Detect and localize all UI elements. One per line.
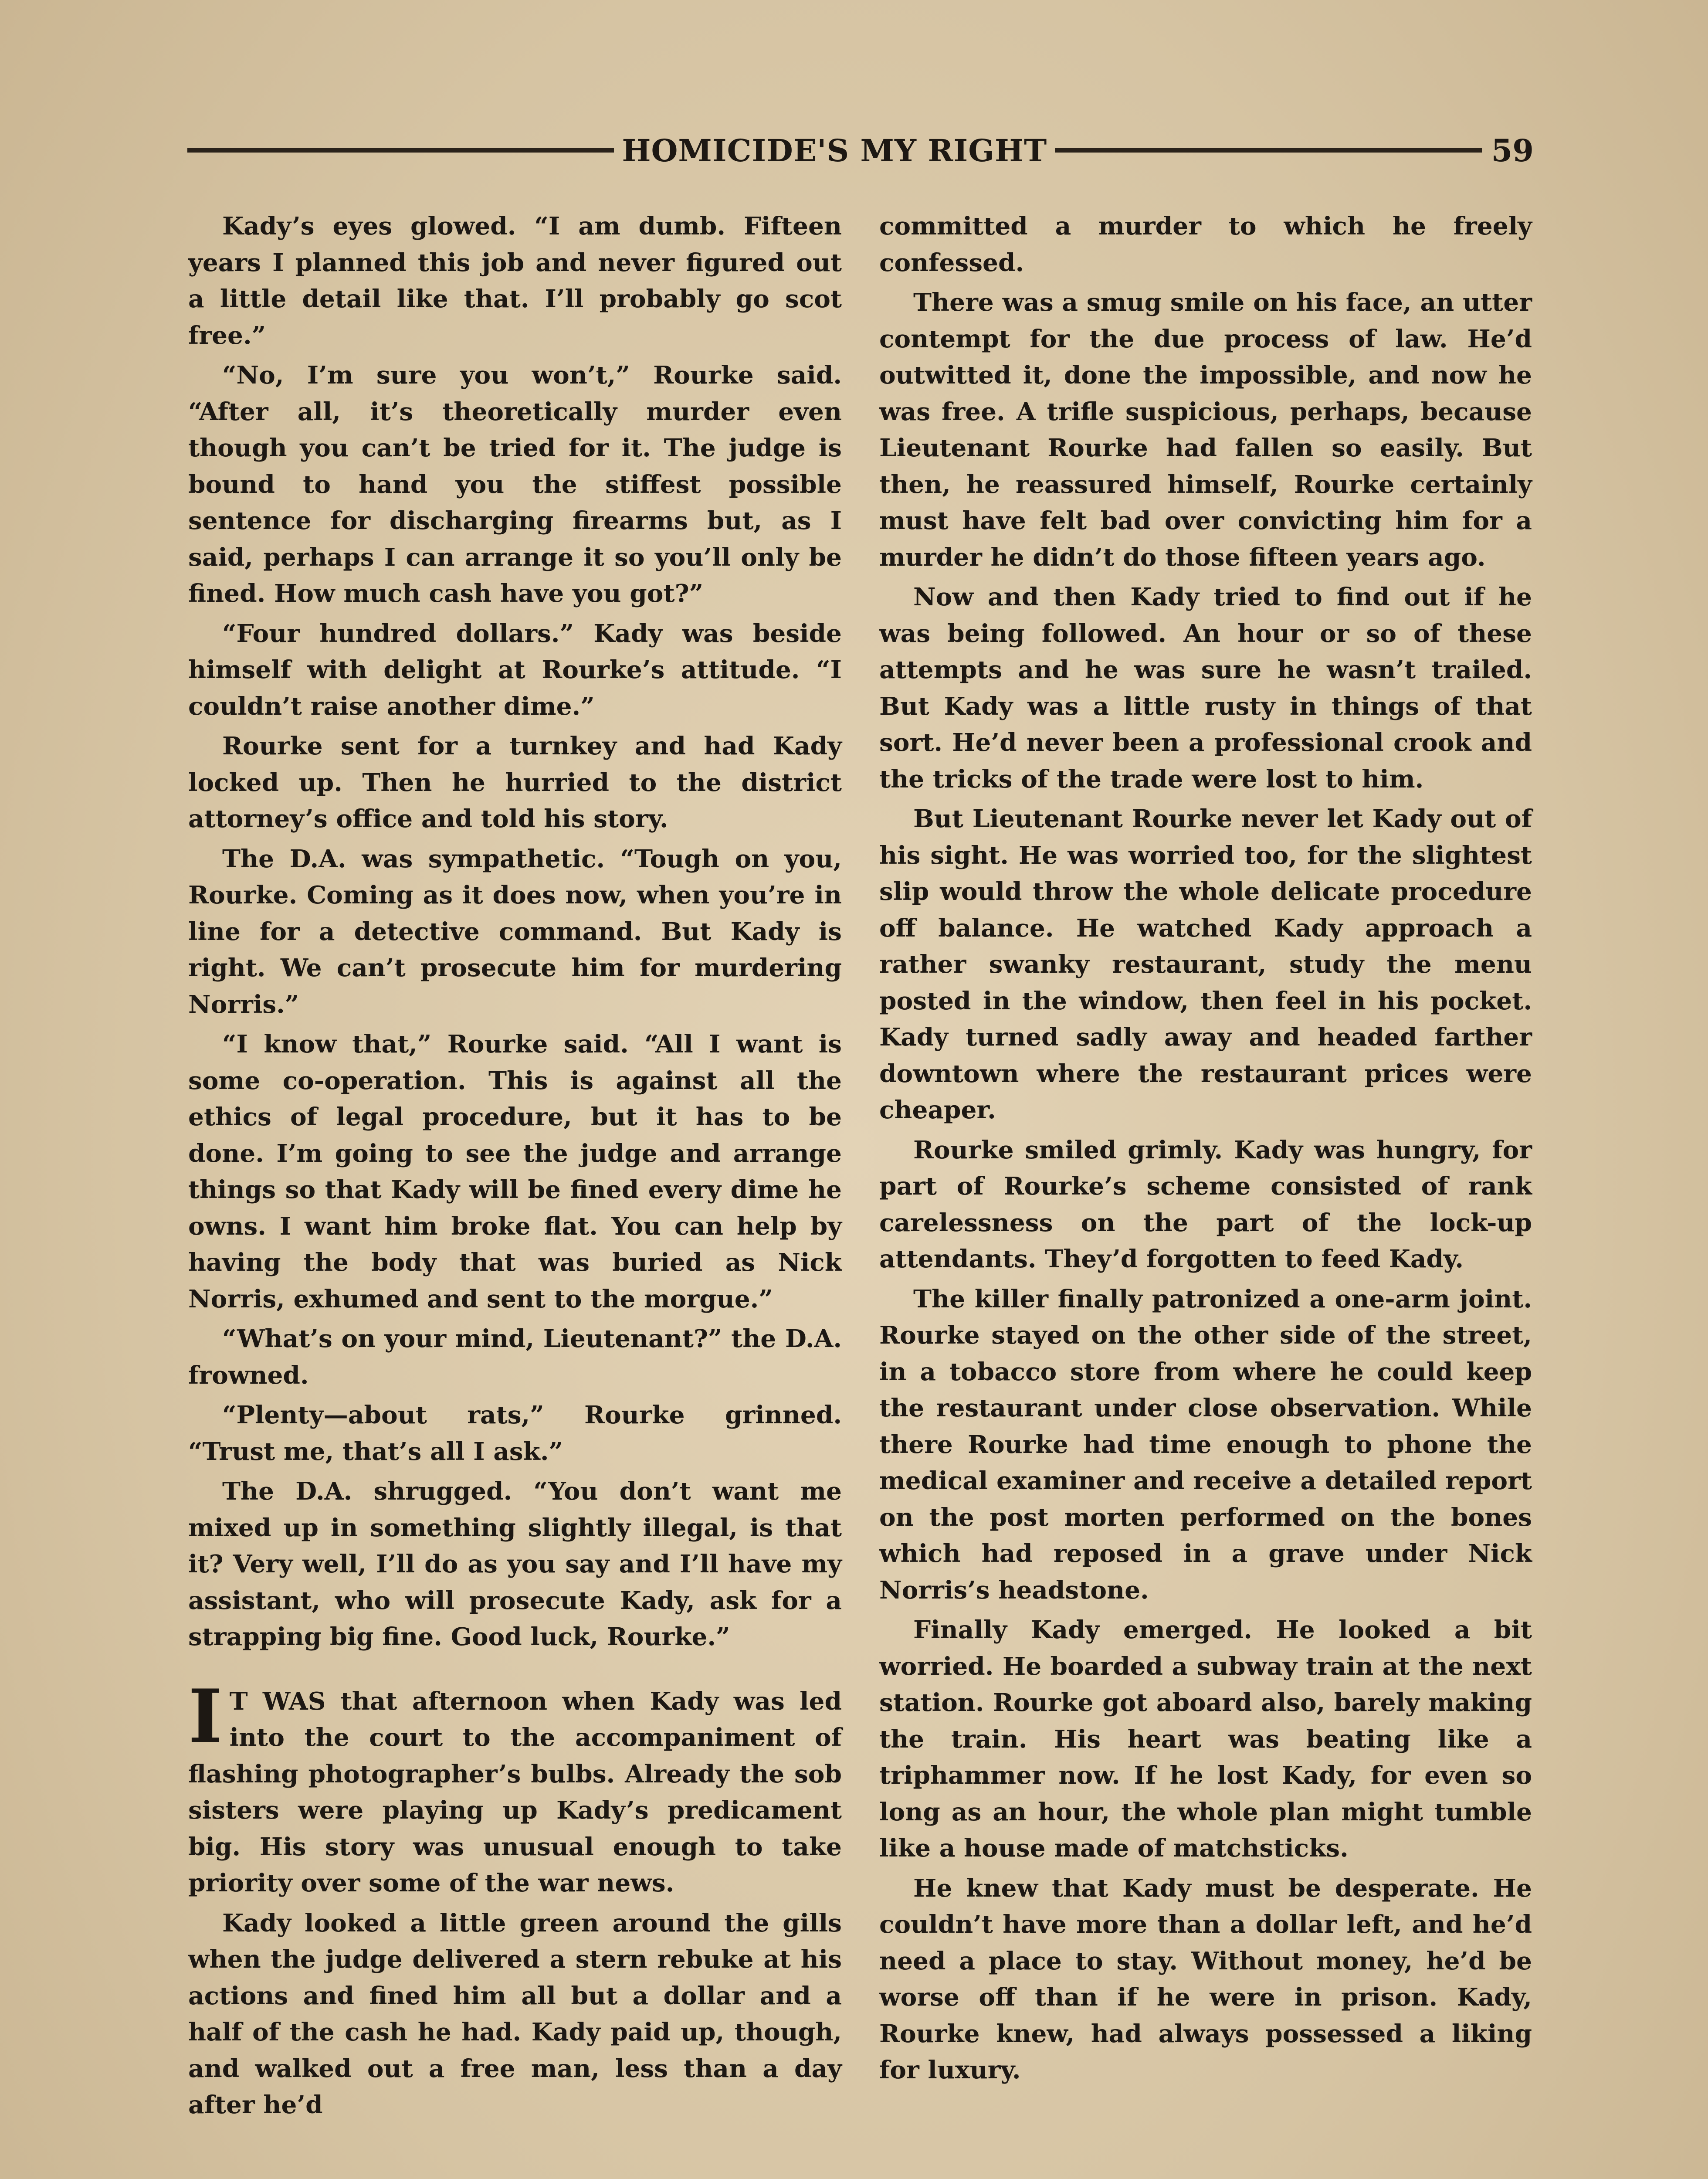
header-rule-left (187, 148, 614, 153)
left-column (188, 208, 842, 2127)
paragraph: The killer finally patronized a one-arm joint. Rourke stayed on the other side of the street, in a tobacco store from where he could keep the restaurant under close observation. While there Rourke had time enough to phone the medical examiner and receive a detailed report on the post morten performed on the bones which had reposed in a grave under Nick Norris’s headstone. (879, 1284, 1532, 1605)
paragraph-text: T WAS that afternoon when Kady was led into the court to the accompaniment of flashing photographer’s bulbs. Already the sob sisters were playing up Kady’s predicament big. His story was unusual enough to take priority over some of the war news. (188, 1687, 842, 1897)
paragraph: “I know that,” Rourke said. “All I want is some co-operation. This is against all the ethics of legal procedure, but it has to be done. I’m going to see the judge and arrange things so that Kady will be fined every dime he owns. I want him broke flat. You can help by having the body that was buried as Nick Norris, exhumed and sent to the morgue.” (188, 1030, 842, 1314)
paragraph: “No, I’m sure you won’t,” Rourke said. “After all, it’s theoretically murder even though you can’t be tried for it. The judge is bound to hand you the stiffest possible sentence for discharging firearms but, as I said, perhaps I can arrange it so you’ll only be fined. How much cash have you got?” (188, 361, 842, 608)
paragraph: The D.A. was sympathetic. “Tough on you, Rourke. Coming as it does now, when you’re in line for a detective command. But Kady is right. We can’t prosecute him for murdering Norris.” (188, 844, 842, 1019)
paragraph: “Plenty—about rats,” Rourke grinned. “Trust me, that’s all I ask.” (188, 1401, 842, 1466)
drop-cap: I (188, 1673, 223, 1759)
paragraph: Kady looked a little green around the gills when the judge delivered a stern rebuke at his actions and fined him all but a dollar and a half of the cash he had. Kady paid up, though, and walked out a free man, less than a day after he’d (188, 1908, 842, 2119)
section-opening-paragraph (188, 1673, 842, 1902)
paragraph: “Four hundred dollars.” Kady was beside himself with delight at Rourke’s attitude. “I couldn’t raise another dime.” (188, 619, 842, 721)
story-title: HOMICIDE'S MY RIGHT (622, 132, 1047, 169)
paragraph: Rourke sent for a turnkey and had Kady locked up. Then he hurried to the district attorney’s office and told his story. (188, 732, 842, 833)
paragraph: But Lieutenant Rourke never let Kady out of his sight. He was worried too, for the slightest slip would throw the whole delicate procedure off balance. He watched Kady approach a rather swanky restaurant, study the menu posted in the window, then feel in his pocket. Kady turned sadly away and headed farther downtown where the restaurant prices were cheaper. (879, 804, 1532, 1124)
paragraph: There was a smug smile on his face, an utter contempt for the due process of law. He’d outwitted it, done the impossible, and now he was free. A trifle suspicious, perhaps, because Lieutenant Rourke had fallen so easily. But then, he reassured himself, Rourke certainly must have felt bad over convicting him for a murder he didn’t do those fifteen years ago. (879, 288, 1532, 572)
paragraph: The D.A. shrugged. “You don’t want me mixed up in something slightly illegal, is that it? Very well, I’ll do as you say and I’ll have my assistant, who will prosecute Kady, ask for a strapping big fine. Good luck, Rourke.” (188, 1477, 842, 1651)
right-column (879, 208, 1532, 2092)
paragraph: He knew that Kady must be desperate. He couldn’t have more than a dollar left, and he’d need a place to stay. Without money, he’d be worse off than if he were in prison. Kady, Rourke knew, had always possessed a liking for luxury. (879, 1874, 1532, 2084)
paragraph: “What’s on your mind, Lieutenant?” the D.A. frowned. (188, 1324, 842, 1390)
paragraph: committed a murder to which he freely confessed. (879, 212, 1532, 277)
running-header (187, 131, 1534, 170)
paragraph: Kady’s eyes glowed. “I am dumb. Fifteen years I planned this job and never figured out a little detail like that. I’ll probably go scot free.” (188, 212, 842, 350)
paragraph: Rourke smiled grimly. Kady was hungry, for part of Rourke’s scheme consisted of rank carelessness on the part of the lock-up attendants. They’d forgotten to feed Kady. (879, 1135, 1532, 1273)
header-rule-right (1055, 148, 1481, 153)
paragraph: Now and then Kady tried to find out if he was being followed. An hour or so of these attempts and he was sure he wasn’t trailed. But Kady was a little rusty in things of that sort. He’d never been a professional crook and the tricks of the trade were lost to him. (879, 583, 1532, 794)
paragraph: Finally Kady emerged. He looked a bit worried. He boarded a subway train at the next station. Rourke got aboard also, barely making the train. His heart was beating like a triphammer now. If he lost Kady, for even so long as an hour, the whole plan might tumble like a house made of matchsticks. (879, 1616, 1532, 1863)
page-number: 59 (1491, 132, 1534, 169)
